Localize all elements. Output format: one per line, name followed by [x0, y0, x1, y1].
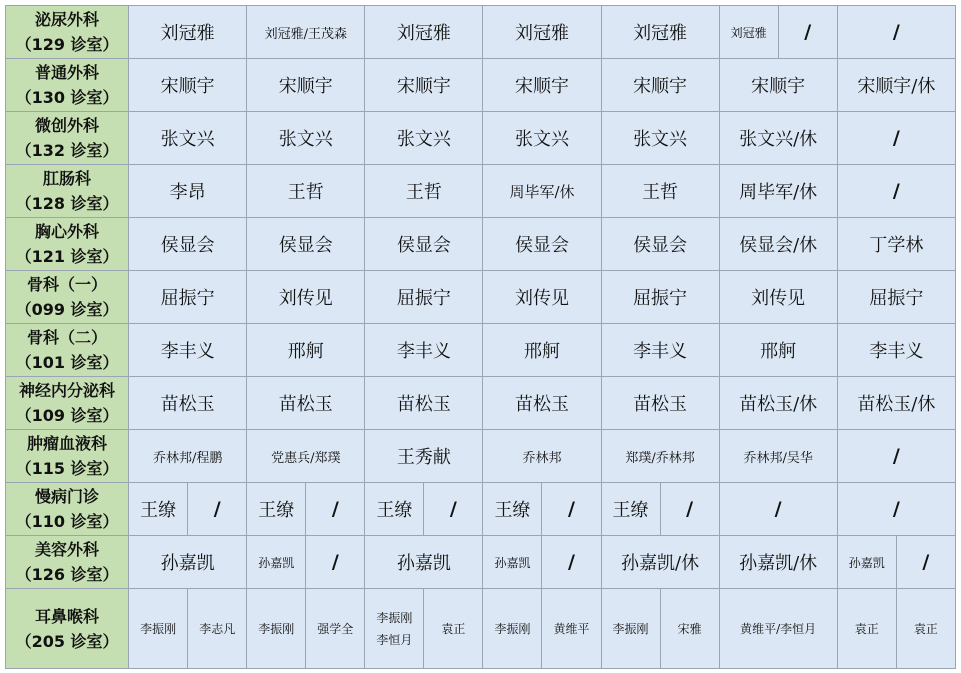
department-label — [6, 377, 129, 430]
room-number: （115 诊室） — [15, 459, 119, 478]
doctor-cell: 宋顺宇 — [365, 59, 483, 112]
table-row — [6, 536, 956, 589]
department-name: 肿瘤血液科 — [27, 434, 108, 453]
table-row — [6, 59, 956, 112]
doctor-cell-stacked — [365, 589, 424, 669]
doctor-cell: 屈振宁 — [601, 271, 719, 324]
room-number: （205 诊室） — [15, 631, 119, 651]
doctor-cell: / — [778, 6, 837, 59]
doctor-cell: 刘冠雅 — [719, 6, 778, 59]
doctor-name: 李振刚 — [376, 610, 413, 625]
doctor-cell: / — [188, 483, 247, 536]
doctor-cell: 李昂 — [129, 165, 247, 218]
doctor-cell: 刘冠雅 — [483, 6, 601, 59]
doctor-cell: 刘冠雅/王茂森 — [247, 6, 365, 59]
department-label — [6, 589, 129, 669]
doctor-cell: 张文兴 — [129, 112, 247, 165]
room-number: （128 诊室） — [15, 194, 119, 213]
doctor-cell: / — [542, 483, 601, 536]
room-number: （132 诊室） — [15, 141, 119, 160]
doctor-cell: / — [719, 483, 837, 536]
doctor-cell: 李丰义 — [129, 324, 247, 377]
room-number: （130 诊室） — [15, 88, 119, 107]
doctor-cell: / — [306, 536, 365, 589]
department-name: 骨科（一） — [27, 275, 108, 294]
doctor-cell: 郑璞/乔林邦 — [601, 430, 719, 483]
doctor-cell: 屈振宁 — [365, 271, 483, 324]
room-number: （126 诊室） — [15, 565, 119, 584]
doctor-cell: 邢舸 — [719, 324, 837, 377]
clinic-schedule-table — [5, 5, 956, 669]
doctor-cell: 宋顺宇 — [129, 59, 247, 112]
doctor-cell: 袁正 — [424, 589, 483, 669]
doctor-cell: 李振刚 — [247, 589, 306, 669]
doctor-cell: 王缭 — [129, 483, 188, 536]
doctor-cell: 王哲 — [601, 165, 719, 218]
table-row — [6, 271, 956, 324]
doctor-cell: 刘冠雅 — [601, 6, 719, 59]
doctor-cell: 强学全 — [306, 589, 365, 669]
department-name: 神经内分泌科 — [19, 381, 116, 400]
department-label — [6, 271, 129, 324]
doctor-cell: 张文兴 — [483, 112, 601, 165]
department-label — [6, 165, 129, 218]
doctor-cell: 袁正 — [896, 589, 955, 669]
department-label — [6, 536, 129, 589]
doctor-cell: / — [837, 430, 955, 483]
doctor-cell: 宋顺宇/休 — [837, 59, 955, 112]
doctor-cell: / — [306, 483, 365, 536]
doctor-cell: 孙嘉凯 — [365, 536, 483, 589]
doctor-cell: 孙嘉凯 — [837, 536, 896, 589]
doctor-cell: 丁学林 — [837, 218, 955, 271]
doctor-cell: 刘冠雅 — [365, 6, 483, 59]
doctor-cell: 乔林邦/吴华 — [719, 430, 837, 483]
department-name: 美容外科 — [35, 540, 100, 559]
department-label — [6, 218, 129, 271]
department-name: 泌尿外科 — [35, 10, 100, 29]
doctor-cell: 张文兴 — [247, 112, 365, 165]
doctor-cell: 屈振宁 — [129, 271, 247, 324]
department-label — [6, 324, 129, 377]
doctor-cell: 张文兴/休 — [719, 112, 837, 165]
doctor-cell: 邢舸 — [247, 324, 365, 377]
doctor-cell: 邢舸 — [483, 324, 601, 377]
table-row — [6, 324, 956, 377]
table-row — [6, 218, 956, 271]
department-name: 慢病门诊 — [35, 487, 100, 506]
department-label — [6, 112, 129, 165]
doctor-cell: / — [837, 112, 955, 165]
doctor-cell: 侯显会 — [129, 218, 247, 271]
doctor-cell: 孙嘉凯/休 — [601, 536, 719, 589]
doctor-cell: 苗松玉/休 — [837, 377, 955, 430]
doctor-cell: 侯显会 — [247, 218, 365, 271]
doctor-cell: 李丰义 — [601, 324, 719, 377]
doctor-cell: 屈振宁 — [837, 271, 955, 324]
department-name: 骨科（二） — [27, 328, 108, 347]
doctor-cell: 李振刚 — [601, 589, 660, 669]
department-name: 胸心外科 — [35, 222, 100, 241]
doctor-cell: 王缭 — [365, 483, 424, 536]
doctor-cell: 王缭 — [483, 483, 542, 536]
doctor-cell: 黄维平/李恒月 — [719, 589, 837, 669]
doctor-cell: / — [837, 483, 955, 536]
doctor-name: 李恒月 — [376, 632, 413, 647]
doctor-cell: 苗松玉 — [247, 377, 365, 430]
doctor-cell: 张文兴 — [601, 112, 719, 165]
doctor-cell: 侯显会/休 — [719, 218, 837, 271]
doctor-cell: 宋顺宇 — [247, 59, 365, 112]
doctor-cell: / — [660, 483, 719, 536]
doctor-cell: 孙嘉凯 — [247, 536, 306, 589]
doctor-cell: 刘传见 — [719, 271, 837, 324]
department-name: 普通外科 — [35, 63, 100, 82]
doctor-cell: 乔林邦 — [483, 430, 601, 483]
doctor-cell: 袁正 — [837, 589, 896, 669]
doctor-cell: / — [542, 536, 601, 589]
doctor-cell: 李振刚 — [129, 589, 188, 669]
doctor-cell: 黄维平 — [542, 589, 601, 669]
room-number: （110 诊室） — [15, 512, 119, 531]
doctor-cell: 宋雅 — [660, 589, 719, 669]
doctor-cell: 王缭 — [247, 483, 306, 536]
doctor-cell: 周毕军/休 — [719, 165, 837, 218]
department-name: 肛肠科 — [43, 169, 92, 188]
room-number: （109 诊室） — [15, 406, 119, 425]
doctor-cell: 张文兴 — [365, 112, 483, 165]
department-name: 耳鼻喉科 — [35, 606, 100, 626]
department-name: 微创外科 — [35, 116, 100, 135]
doctor-cell: 李志凡 — [188, 589, 247, 669]
doctor-cell: 侯显会 — [601, 218, 719, 271]
doctor-cell: / — [837, 6, 955, 59]
doctor-cell: 刘传见 — [483, 271, 601, 324]
doctor-cell: 乔林邦/程鹏 — [129, 430, 247, 483]
doctor-cell: 周毕军/休 — [483, 165, 601, 218]
doctor-cell: 李丰义 — [365, 324, 483, 377]
table-row — [6, 6, 956, 59]
department-label — [6, 483, 129, 536]
doctor-cell: 苗松玉 — [365, 377, 483, 430]
doctor-cell: 刘传见 — [247, 271, 365, 324]
department-label — [6, 59, 129, 112]
doctor-cell: 侯显会 — [483, 218, 601, 271]
table-row — [6, 165, 956, 218]
doctor-cell: 李丰义 — [837, 324, 955, 377]
room-number: （129 诊室） — [15, 35, 119, 54]
doctor-cell: 孙嘉凯 — [129, 536, 247, 589]
doctor-cell: / — [896, 536, 955, 589]
doctor-cell: 孙嘉凯 — [483, 536, 542, 589]
doctor-cell: 刘冠雅 — [129, 6, 247, 59]
doctor-cell: 苗松玉/休 — [719, 377, 837, 430]
doctor-cell: 苗松玉 — [601, 377, 719, 430]
doctor-cell: 苗松玉 — [483, 377, 601, 430]
room-number: （099 诊室） — [15, 300, 119, 319]
room-number: （121 诊室） — [15, 247, 119, 266]
doctor-cell: 孙嘉凯/休 — [719, 536, 837, 589]
doctor-cell: 王哲 — [365, 165, 483, 218]
doctor-cell: 宋顺宇 — [483, 59, 601, 112]
doctor-cell: 党惠兵/郑璞 — [247, 430, 365, 483]
table-row — [6, 589, 956, 669]
doctor-cell: 侯显会 — [365, 218, 483, 271]
doctor-cell: 王缭 — [601, 483, 660, 536]
doctor-cell: 王哲 — [247, 165, 365, 218]
doctor-cell: / — [837, 165, 955, 218]
room-number: （101 诊室） — [15, 353, 119, 372]
table-row — [6, 483, 956, 536]
doctor-cell: 宋顺宇 — [719, 59, 837, 112]
department-label — [6, 430, 129, 483]
table-row — [6, 377, 956, 430]
doctor-cell: 王秀献 — [365, 430, 483, 483]
table-row — [6, 430, 956, 483]
department-label — [6, 6, 129, 59]
doctor-cell: 李振刚 — [483, 589, 542, 669]
doctor-cell: 宋顺宇 — [601, 59, 719, 112]
table-row — [6, 112, 956, 165]
doctor-cell: / — [424, 483, 483, 536]
doctor-cell: 苗松玉 — [129, 377, 247, 430]
